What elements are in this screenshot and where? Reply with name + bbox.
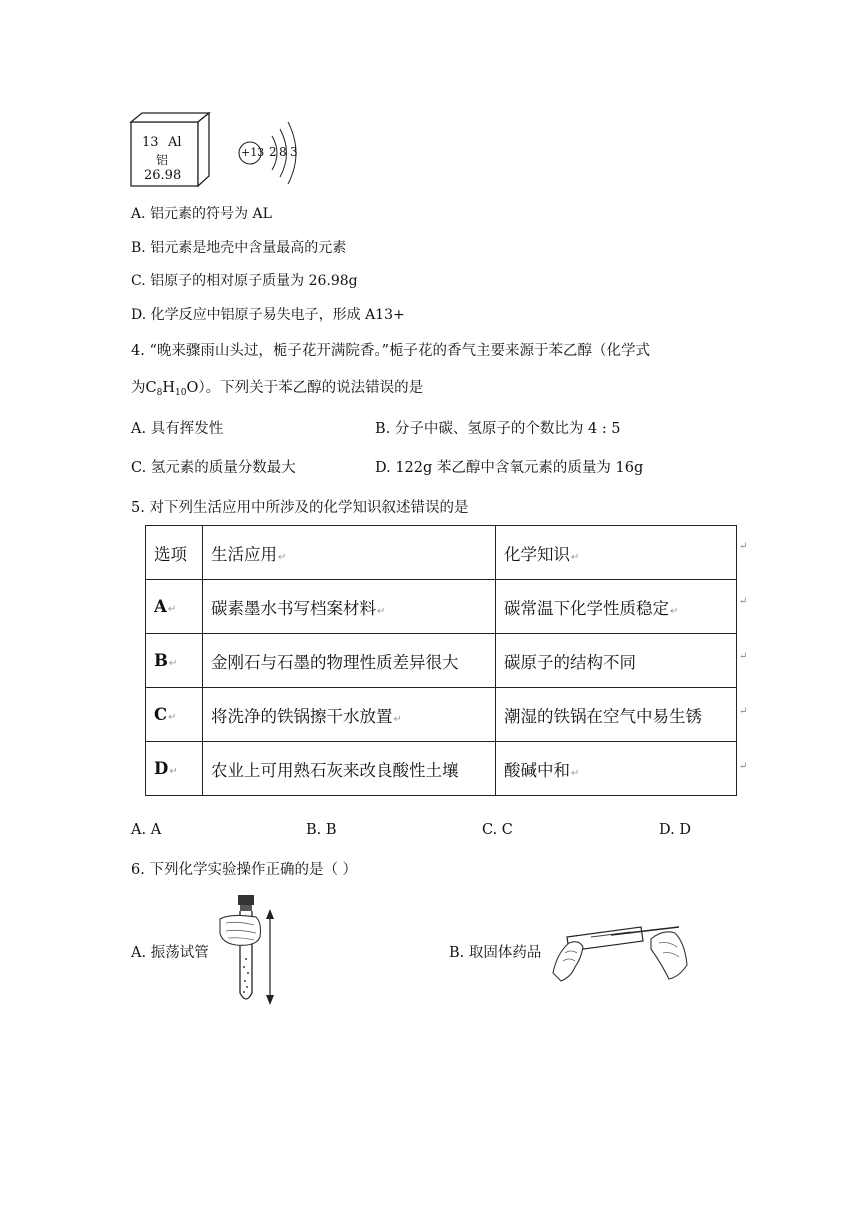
- table-cell: 碳原子的结构不同: [496, 634, 737, 688]
- formula-h: H: [162, 380, 175, 396]
- knowledge-table: [145, 525, 737, 796]
- q5-stem: 5. 对下列生活应用中所涉及的化学知识叙述错误的是: [131, 500, 469, 516]
- element-name: 铝: [156, 153, 169, 167]
- table-header-row: [146, 526, 737, 580]
- table-cell: 农业上可用熟石灰来改良酸性土壤: [203, 742, 496, 796]
- q4-stem-line2: [131, 376, 423, 397]
- q6-option-a: A. 振荡试管: [131, 945, 209, 961]
- atom-structure-diagram: [236, 120, 304, 186]
- table-cell: 将洗净的铁锅擦干水放置↵: [203, 688, 496, 742]
- table-row: [146, 580, 737, 634]
- formula-c: C: [145, 380, 157, 396]
- formula-c-sub: 8: [156, 388, 163, 398]
- table-cell: 金刚石与石墨的物理性质差异很大: [203, 634, 496, 688]
- shaking-test-tube-illustration: [216, 893, 280, 1008]
- table-cell: A↵: [146, 580, 203, 634]
- q5-choice-c: C. C: [482, 822, 513, 838]
- table-cell: D↵: [146, 742, 203, 796]
- formula-h-sub: 10: [175, 388, 187, 398]
- row-end-mark: ↵: [739, 541, 748, 552]
- q6-stem: 6. 下列化学实验操作正确的是（ ）: [131, 862, 358, 878]
- shell-2-electrons: 8: [279, 145, 287, 159]
- header-cell: 选项: [146, 526, 203, 580]
- table-row: [146, 688, 737, 742]
- element-symbol: Al: [168, 135, 182, 150]
- table-cell: B↵: [146, 634, 203, 688]
- q5-choice-b: B. B: [306, 822, 337, 838]
- table-row: [146, 634, 737, 688]
- row-end-mark: ↵: [739, 761, 748, 772]
- q6-option-b: B. 取固体药品: [449, 945, 542, 961]
- row-end-mark: ↵: [739, 651, 748, 662]
- q4-stem-line1: 4. “晚来骤雨山头过，栀子花开满院香。”栀子花的香气主要来源于苯乙醇（化学式: [131, 343, 651, 359]
- shell-1-electrons: 2: [269, 145, 277, 159]
- q4-stem-suffix: ）。下列关于苯乙醇的说法错误的是: [198, 380, 424, 396]
- q4-option-a: A. 具有挥发性: [131, 421, 224, 437]
- q5-choice-d: D. D: [659, 822, 691, 838]
- header-cell: 化学知识↵: [496, 526, 737, 580]
- element-number: 13: [142, 135, 159, 150]
- shell-3-electrons: 3: [290, 145, 298, 159]
- formula-o: O: [186, 380, 199, 396]
- q3-option-d: D. 化学反应中铝原子易失电子，形成 A13+: [131, 307, 405, 323]
- q3-option-b: B. 铝元素是地壳中含量最高的元素: [131, 240, 347, 256]
- table-row: [146, 742, 737, 796]
- row-end-mark: ↵: [739, 596, 748, 607]
- table-cell: 潮湿的铁锅在空气中易生锈: [496, 688, 737, 742]
- q3-option-c: C. 铝原子的相对原子质量为 26.98g: [131, 273, 358, 289]
- test-tube-hand-icon: [216, 893, 280, 1008]
- q3-option-a: A. 铝元素的符号为 AL: [131, 206, 272, 222]
- hands-test-tube-spatula-icon: [551, 913, 691, 985]
- table-cell: 碳常温下化学性质稳定↵: [496, 580, 737, 634]
- row-end-mark: ↵: [739, 706, 748, 717]
- table-cell: 酸碱中和↵: [496, 742, 737, 796]
- q5-choice-a: A. A: [131, 822, 162, 838]
- header-cell: 生活应用↵: [203, 526, 496, 580]
- element-mass: 26.98: [144, 168, 182, 183]
- q4-option-b: B. 分子中碳、氢原子的个数比为 4 : 5: [375, 421, 621, 437]
- table-cell: C↵: [146, 688, 203, 742]
- table-cell: 碳素墨水书写档案材料↵: [203, 580, 496, 634]
- q4-option-d: D. 122g 苯乙醇中含氧元素的质量为 16g: [375, 460, 644, 476]
- element-tile: [128, 110, 213, 190]
- nucleus-charge: +13: [241, 146, 265, 159]
- q4-option-c: C. 氢元素的质量分数最大: [131, 460, 296, 476]
- q4-stem-prefix: 为: [131, 380, 146, 396]
- solid-reagent-illustration: [551, 913, 691, 985]
